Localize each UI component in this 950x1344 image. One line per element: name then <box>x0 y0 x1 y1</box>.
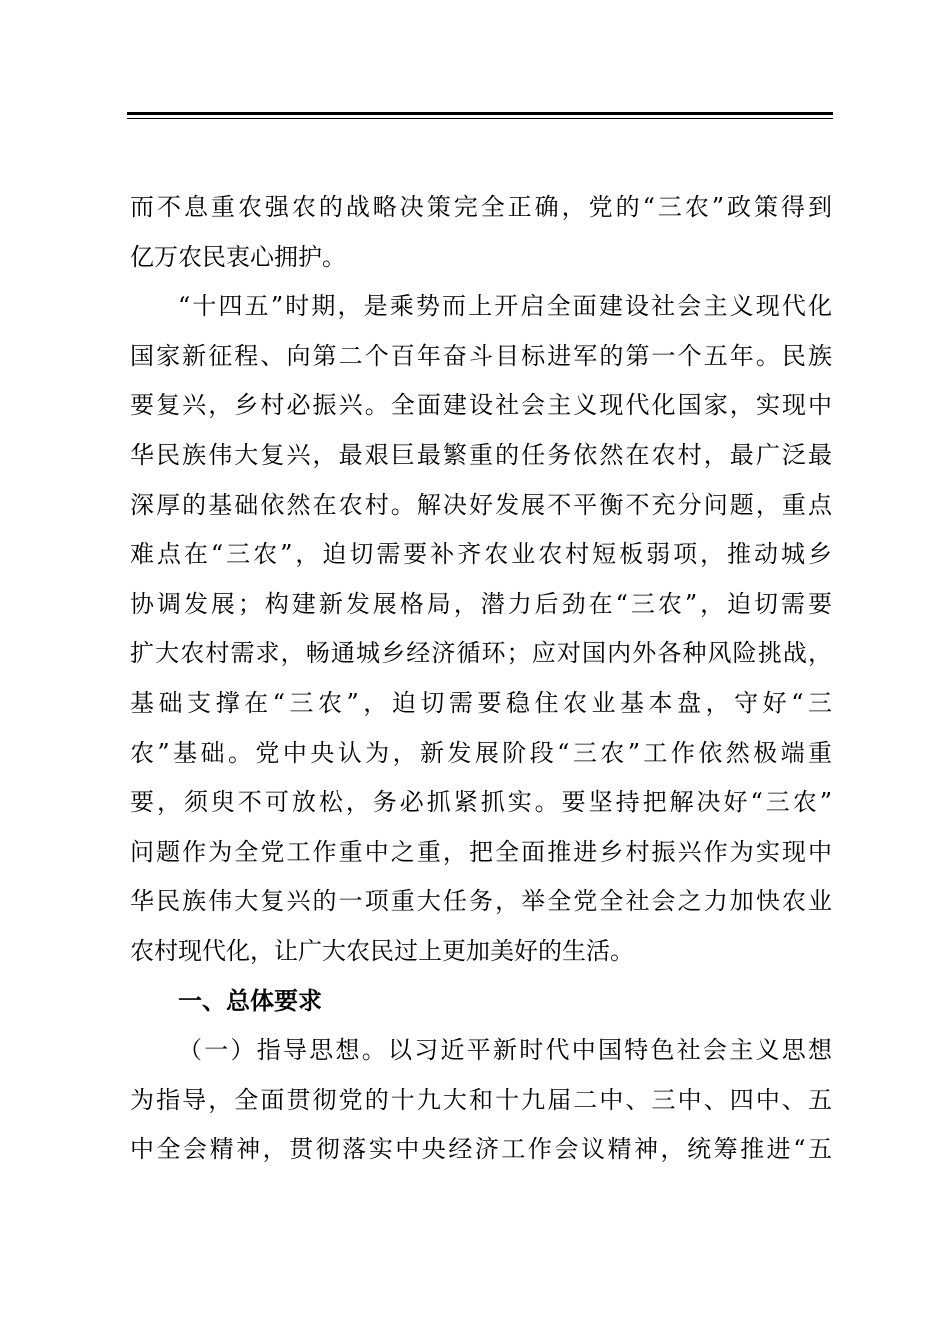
body-line: 农村现代化，让广大农民过上更加美好的生活。 <box>130 936 634 965</box>
header-rule-thick <box>127 112 833 115</box>
body-line: 国家新征程、向第二个百年奋斗目标进军的第一个五年。民族 <box>130 341 832 370</box>
body-line: 农”基础。党中央认为，新发展阶段“三农”工作依然极端重 <box>130 738 832 767</box>
body-line: 中全会精神，贯彻落实中央经济工作会议精神，统筹推进“五 <box>130 1135 832 1164</box>
body-line: 扩大农村需求，畅通城乡经济循环；应对国内外各种风险挑战， <box>130 639 832 668</box>
body-line: 要，须臾不可放松，务必抓紧抓实。要坚持把解决好“三农” <box>130 788 832 817</box>
body-line: 为指导，全面贯彻党的十九大和十九届二中、三中、四中、五 <box>130 1085 832 1114</box>
body-line: 华民族伟大复兴，最艰巨最繁重的任务依然在农村，最广泛最 <box>130 440 832 469</box>
body-line: 基础支撑在“三农”，迫切需要稳住农业基本盘，守好“三 <box>130 688 832 717</box>
body-line: 难点在“三农”，迫切需要补齐农业农村短板弱项，推动城乡 <box>130 540 832 569</box>
section-heading: 一、总体要求 <box>178 986 322 1015</box>
body-line: 问题作为全党工作重中之重，把全面推进乡村振兴作为实现中 <box>130 837 832 866</box>
body-line: 要复兴，乡村必振兴。全面建设社会主义现代化国家，实现中 <box>130 391 832 420</box>
body-line: 深厚的基础依然在农村。解决好发展不平衡不充分问题，重点 <box>130 490 832 519</box>
body-line: 华民族伟大复兴的一项重大任务，举全党全社会之力加快农业 <box>130 887 832 916</box>
body-line: “十四五”时期，是乘势而上开启全面建设社会主义现代化 <box>178 292 832 321</box>
body-line: 而不息重农强农的战略决策完全正确，党的“三农”政策得到 <box>130 193 832 221</box>
body-line: （一）指导思想。以习近平新时代中国特色社会主义思想 <box>178 1036 832 1065</box>
body-line: 协调发展；构建新发展格局，潜力后劲在“三农”，迫切需要 <box>130 589 832 618</box>
body-line: 亿万农民衷心拥护。 <box>130 242 346 271</box>
header-rule-thin <box>127 118 833 119</box>
page-body <box>130 183 832 1175</box>
